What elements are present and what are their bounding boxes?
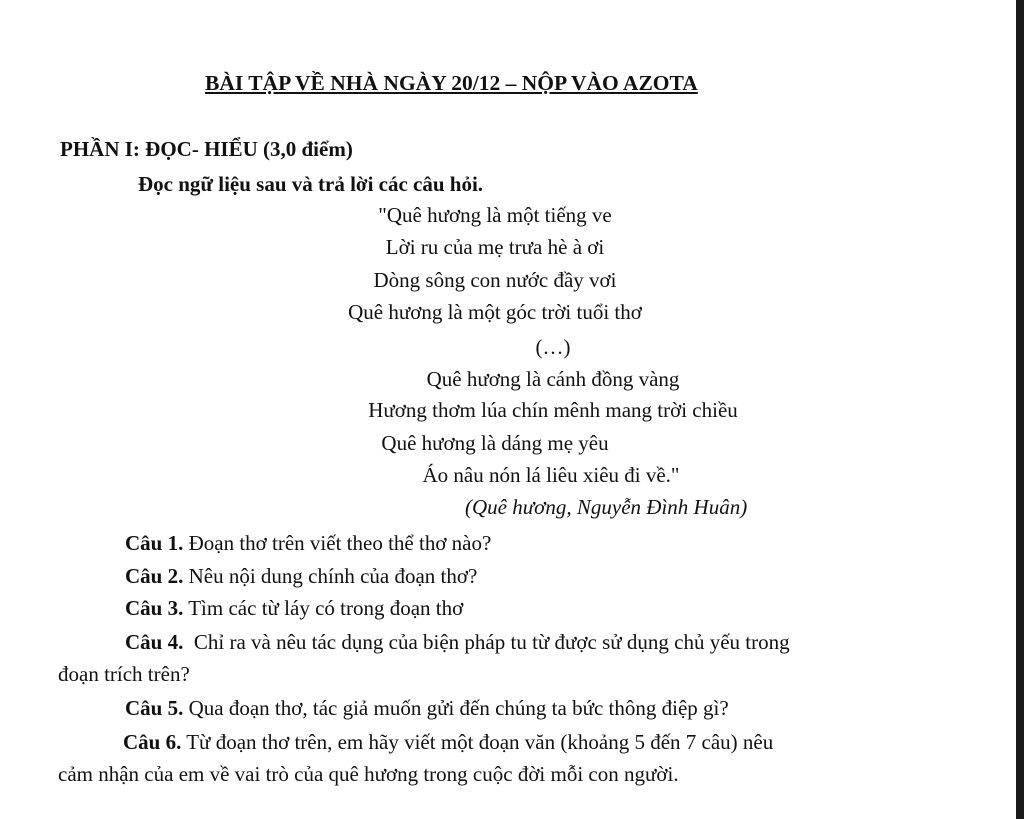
poem-line: Áo nâu nón lá liêu xiêu đi về." <box>422 463 680 487</box>
poem-line: "Quê hương là một tiếng ve <box>378 203 612 227</box>
question-5 <box>125 695 729 721</box>
question-label: Câu 6. <box>123 730 182 754</box>
poem-ellipsis: (…) <box>535 335 571 359</box>
question-label: Câu 4. <box>125 630 184 654</box>
poem-line: Lời ru của mẹ trưa hè à ơi <box>385 235 605 259</box>
question-6-continued: cảm nhận của em về vai trò của quê hương trong cuộc đời mỗi con người. <box>58 762 679 786</box>
poem-credit: (Quê hương, Nguyễn Đình Huân) <box>465 495 748 519</box>
question-text: Đoạn thơ trên viết theo thể thơ nào? <box>188 531 492 555</box>
poem-line: Quê hương là cánh đồng vàng <box>426 367 680 391</box>
question-text: Từ đoạn thơ trên, em hãy viết một đoạn văn (khoảng 5 đến 7 câu) nêu <box>186 730 774 754</box>
question-4 <box>125 629 790 655</box>
question-label: Câu 5. <box>125 696 184 720</box>
question-text: Tìm các từ láy có trong đoạn thơ <box>188 596 464 620</box>
question-label: Câu 3. <box>125 596 184 620</box>
section-heading: PHẦN I: ĐỌC- HIỂU (3,0 điểm) <box>60 137 353 161</box>
question-text: Nêu nội dung chính của đoạn thơ? <box>188 564 478 588</box>
reading-instruction: Đọc ngữ liệu sau và trả lời các câu hỏi. <box>138 172 484 196</box>
question-4-continued: đoạn trích trên? <box>58 662 190 686</box>
poem-line: Dòng sông con nước đầy vơi <box>373 268 617 292</box>
question-1 <box>125 530 491 556</box>
question-text: Chỉ ra và nêu tác dụng của biện pháp tu từ được sử dụng chủ yếu trong <box>193 630 790 654</box>
poem-line: Quê hương là dáng mẹ yêu <box>381 431 609 455</box>
question-3 <box>125 595 463 621</box>
poem-line: Hương thơm lúa chín mênh mang trời chiều <box>368 398 738 422</box>
poem-line: Quê hương là một góc trời tuổi thơ <box>348 300 642 324</box>
question-6 <box>123 729 773 755</box>
question-2 <box>125 563 477 589</box>
question-label: Câu 1. <box>125 531 184 555</box>
page-edge-shadow <box>1016 0 1024 819</box>
assignment-title: BÀI TẬP VỀ NHÀ NGÀY 20/12 – NỘP VÀO AZOTA <box>205 71 698 95</box>
question-text: Qua đoạn thơ, tác giả muốn gửi đến chúng ta bức thông điệp gì? <box>188 696 729 720</box>
question-label: Câu 2. <box>125 564 184 588</box>
